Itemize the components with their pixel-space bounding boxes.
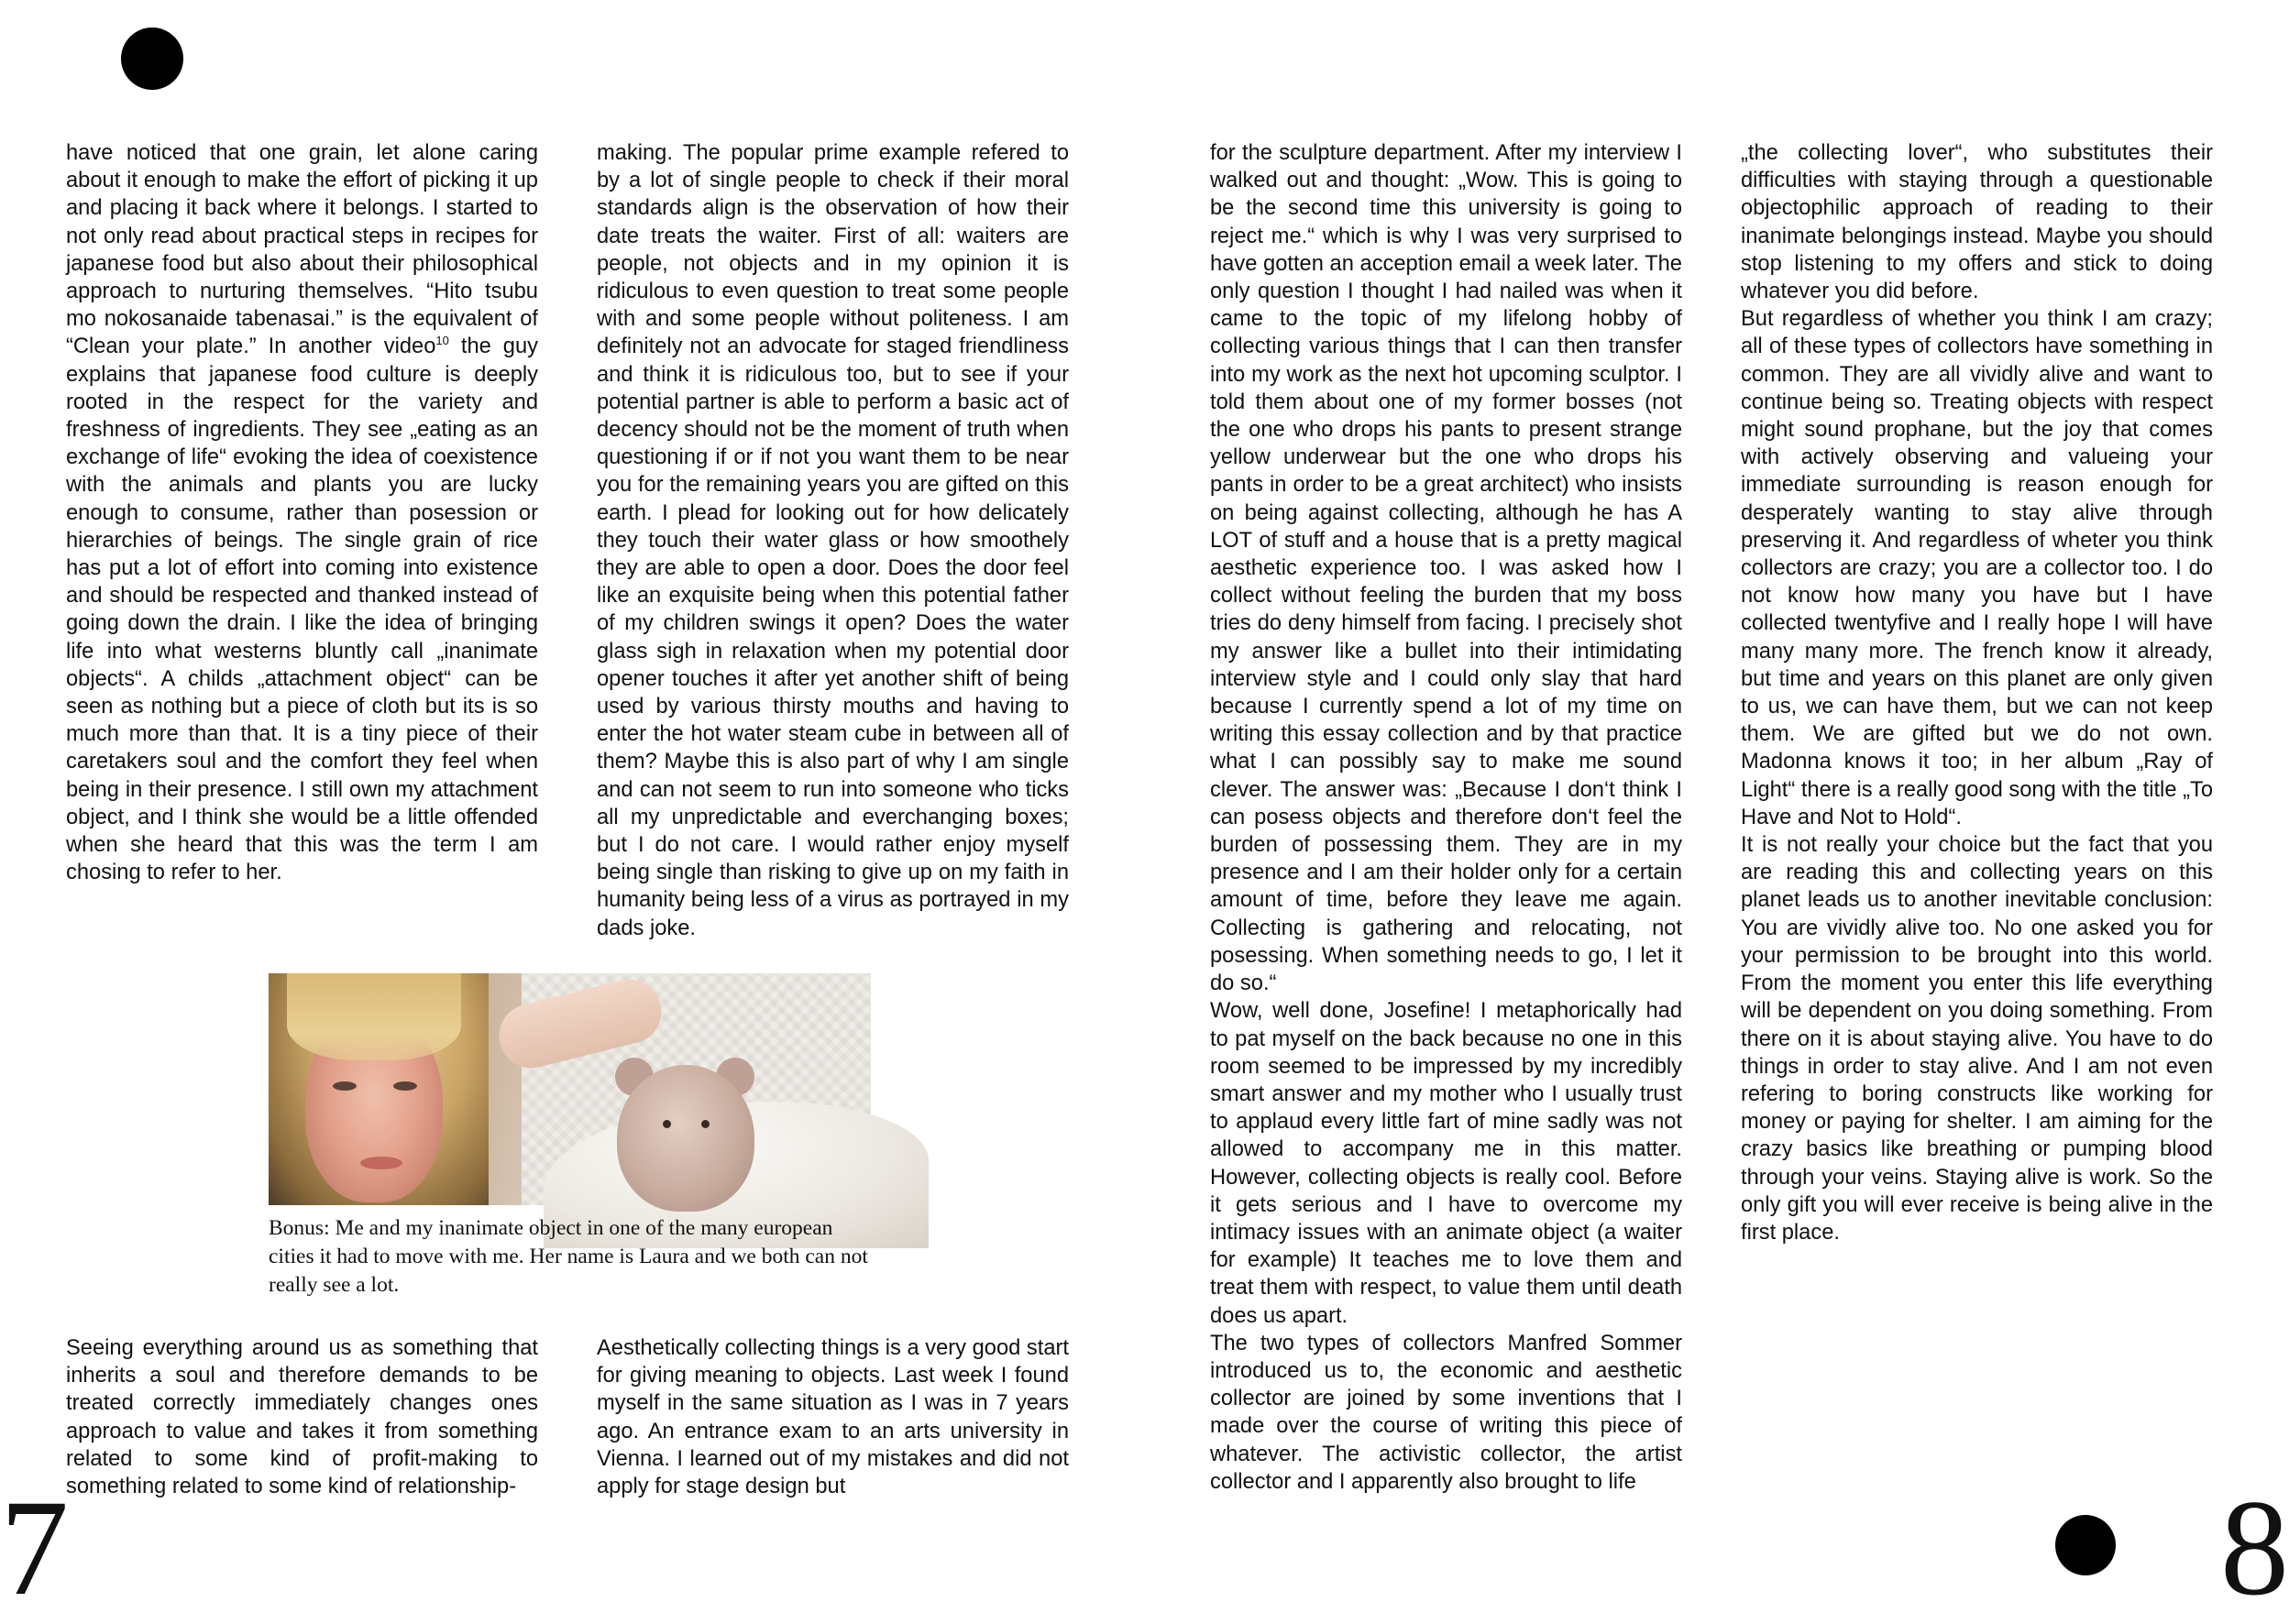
page-number-right: 8 (2220, 1472, 2289, 1624)
footnote-marker: 10 (435, 334, 449, 348)
paragraph (66, 139, 538, 886)
paragraph: „the collecting lover“, who substitutes their difficulties with staying through a questionable objectophilic approach of reading to their inanimate belongings instead. Maybe you should stop listening to my offers and stick to doing whatever you did before. (1741, 141, 2213, 304)
paragraph: The two types of collectors Manfred Sommer introduced us to, the economic and aesthetic collector are joined by some inventions that I made over the course of writing this piece of whatever. The activistic collector, the artist collector and I apparently also brought to life (1210, 1331, 1682, 1494)
text-run: have noticed that one grain, let alone caring about it enough to make the effort of picking it up and placing it back where it belongs. I started to not only read about practical steps in recipes for japanese food but also about their philosophical approach to nurturing themselves. “Hito tsubu mo nokosanaide tabenasai.” is the equivalent of “Clean your plate.” In another video (66, 141, 538, 359)
photo-eye (393, 1081, 417, 1091)
teddy-eye (663, 1120, 671, 1128)
text-column-2 (597, 139, 1069, 942)
teddy-bear (617, 1065, 754, 1212)
paragraph: Seeing everything around us as something that inherits a soul and therefore demands to be treated correctly immediately changes ones approach to value and takes it from something related to some kind of profit-making to something related to some kind of relationship- (66, 1336, 538, 1499)
page-number-left: 7 (0, 1472, 69, 1624)
photo-eye (333, 1081, 357, 1091)
teddy-eye (701, 1120, 710, 1128)
text-column-5 (1210, 139, 1682, 1496)
text-column-3 (66, 1334, 538, 1500)
black-dot-decoration (2055, 1515, 2116, 1575)
paragraph: Wow, well done, Josefine! I metaphorically had to pat myself on the back because no one in this room seemed to be impressed by my incredibly smart answer and my mother who I usually trust to applaud every little fart of mine sadly was not allowed to accompany me in this matter. However, collecting objects is really cool. Before it gets serious and I have to overcome my intimacy issues with an animate object (a waiter for example) It teaches me to love them and treat them with respect, to value them until death does us apart. (1210, 999, 1682, 1328)
photo-bangs (287, 973, 461, 1060)
text-run: the guy explains that japanese food culture is deeply rooted in the respect for the variety and freshness of ingredients. They see „eating as an exchange of life“ evoking the idea of coexistence with the animals and plants you are lucky enough to consume, rather than posession or hierarchies of beings. The single grain of rice has put a lot of effort into coming into existence and should be respected and thanked instead of going down the drain. I like the idea of bringing life into what westerns bluntly call „inanimate objects“. A childs „attachment object“ can be seen as nothing but a piece of cloth but its is so much more than that. It is a tiny piece of their caretakers soul and the comfort they feel when being in their presence. I still own my attachment object, and I think she would be a little offended when she heard that this was the term I am chosing to refer to her. (66, 335, 538, 885)
paragraph: Aesthetically collecting things is a very good start for giving meaning to objects. Last week I found myself in the same situation as I was in 7 years ago. An entrance exam to an arts university in Vienna. I learned out of my mistakes and did not apply for stage design but (597, 1336, 1069, 1499)
paragraph: for the sculpture department. After my interview I walked out and thought: „Wow. This is going to be the second time this university is going to reject me.“ which is why I was very surprised to have gotten an acception email a week later. The only question I thought I had nailed was when it came to the topic of my lifelong hobby of collecting various things that I can then transfer into my work as the next hot upcoming sculptor. I told them about one of my former bosses (not the one who drops his pants to present strange yellow underwear but the one who drops his pants in order to be a great architect) who insists on being against collecting, although he has A LOT of stuff and a house that is a pretty magical aesthetic experience too. I was asked how I collect without feeling the burden that my boss tries do deny himself from facing. I precisely shot my answer like a bullet into their intimidating interview style and I could only slay that hard because I currently spend a lot of my time on writing this essay collection and by that practice what I can possibly say to make me sound clever. The answer was: „Because I don‘t think I can posess objects and therefore don‘t feel the burden of possessing them. They are in my presence and I am their holder only for a certain amount of time, before they leave me again. Collecting is gathering and relocating, not posessing. When something needs to go, I let it do so.“ (1210, 141, 1682, 996)
paragraph: making. The popular prime example refered to by a lot of single people to check if their moral standards align is the observation of how their date treats the waiter. First of all: waiters are people, not objects and in my opinion it is ridiculous to even question to treat some people with and some people without politeness. I am definitely not an advocate for staged friendliness and think it is ridiculous too, but to see if your potential partner is able to perform a basic act of decency should not be the moment of truth when questioning if or if not you want them to be near you for the remaining years you are gifted on this earth. I plead for looking out for how delicately they touch their water glass or how smoothely they are able to open a door. Does the door feel like an exquisite being when this potential father of my children swings it open? Does the water glass sigh in relaxation when my potential door opener touches it after yet another shift of being used by various thirsty mouths and having to enter the hot water steam cube in between all of them? Maybe this is also part of why I am single and can not seem to run into someone who ticks all my unpredictable and everchanging boxes; but I do not care. I would rather enjoy myself being single than risking to give up on my faith in humanity being less of a virus as portrayed in my dads joke. (597, 141, 1069, 940)
photo-lips (360, 1157, 402, 1169)
photo-caption: Bonus: Me and my inanimate object in one of the many european cities it had to move with me. Her name is Laura and we both can not really see a lot. (269, 1216, 868, 1297)
black-dot-decoration (121, 27, 183, 90)
paragraph: But regardless of whether you think I am crazy; all of these types of collectors have something in common. They are all vividly alive and want to continue being so. Treating objects with respect might sound prophane, but the joy that comes with actively observing and valueing your immediate surrounding is reason enough for desperately wanting to stay alive through preserving it. And regardless of wheter you think collectors are crazy; you are a collector too. I do not know how many you have but I have collected twentyfive and I really hope I will have many many more. The french know it already, but time and years on this planet are only given to us, we can have them, but we can not keep them. We are gifted but we do not own. Madonna knows it too; in her album „Ray of Light“ there is a really good song with the title „To Have and Not to Hold“. (1741, 307, 2213, 829)
text-column-1 (66, 139, 538, 886)
photo-girl-with-teddy-bear (269, 973, 871, 1205)
text-column-4 (597, 1334, 1069, 1500)
text-column-6 (1741, 139, 2213, 1246)
paragraph: It is not really your choice but the fact that you are reading this and collecting years on this planet leads us to another inevitable conclusion: You are vividly alive too. No one asked you for your permission to be brought into this world. From the moment you enter this life everything will be dependent on you doing something. From there on it is about staying alive. You have to do things in order to stay alive. And I am not even refering to boring constructs like working for money or paying for shelter. I am aiming for the crazy basics like breathing or pumping blood through your veins. Staying alive is work. So the only gift you will ever receive is being alive in the first place. (1741, 833, 2213, 1245)
